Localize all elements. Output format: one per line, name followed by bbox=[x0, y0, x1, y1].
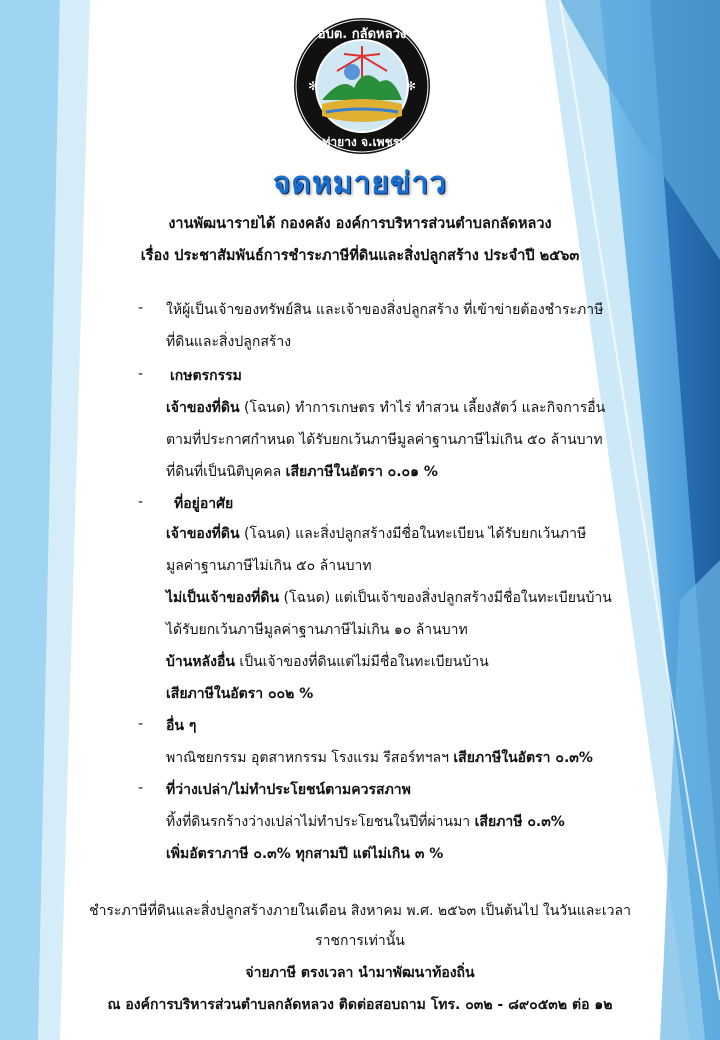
res-line-1 bbox=[166, 524, 586, 544]
subtitle-subject: เรื่อง ประชาสัมพันธ์การชำระภาษีที่ดินและสิ่งปลูกสร้าง ประจำปี ๒๕๖๓ bbox=[140, 248, 580, 264]
agri-line-1 bbox=[166, 398, 605, 418]
bullet-dash: - bbox=[138, 780, 144, 796]
intro-line-1: ให้ผู้เป็นเจ้าของทรัพย์สิน และเจ้าของสิ่งปลูกสร้าง ที่เข้าข่ายต้องชำระภาษี bbox=[166, 302, 604, 318]
res-other-rest: เป็นเจ้าของที่ดินแต่ไม่มีชื่อในทะเบียนบ้าน bbox=[234, 654, 489, 670]
logo-bottom-text: อ.ท่ายาง จ.เพชรบุรี bbox=[310, 135, 414, 149]
res-line-5 bbox=[166, 652, 489, 672]
footer-line-1: ชำระภาษีที่ดินและสิ่งปลูกสร้างภายในเดือน สิงหาคม พ.ศ. ๒๕๖๓ เป็นต้นไป ในวันและเวลา bbox=[89, 903, 631, 919]
agri-line-3 bbox=[166, 462, 438, 482]
agri-line3-plain: ที่ดินที่เป็นนิติบุคคล bbox=[166, 464, 286, 480]
res-owner-bold: เจ้าของที่ดิน bbox=[166, 526, 240, 542]
bullet-dash: - bbox=[138, 716, 144, 732]
vacant-line-1 bbox=[166, 812, 565, 832]
res-nonowner-rest: (โฉนด) แต่เป็นเจ้าของสิ่งปลูกสร้างมีชื่อในทะเบียนบ้าน bbox=[279, 590, 612, 606]
res-line-3 bbox=[166, 588, 612, 608]
footer-contact: ณ องค์การบริหารส่วนตำบลกลัดหลวง ติดต่อสอบถาม โทร. ๐๓๒ - ๘๙๐๕๓๒ ต่อ ๑๒ bbox=[107, 997, 613, 1013]
page-title: จดหมายข่าว bbox=[272, 166, 448, 201]
emblem-logo bbox=[292, 16, 432, 156]
subtitle-department: งานพัฒนารายได้ กองคลัง องค์การบริหารส่วนตำบลกลัดหลวง bbox=[168, 216, 552, 232]
res-heading: ที่อยู่อาศัย bbox=[174, 496, 234, 512]
bullet-dash: - bbox=[138, 366, 144, 382]
bullet-dash: - bbox=[138, 494, 144, 510]
logo-star-left-icon: ✻ bbox=[308, 79, 319, 93]
intro-line-2: ที่ดินและสิ่งปลูกสร้าง bbox=[166, 334, 292, 350]
agri-owner-bold: เจ้าของที่ดิน bbox=[166, 400, 240, 416]
res-owner-rest: (โฉนด) และสิ่งปลูกสร้างมีชื่อในทะเบียน ได้รับยกเว้นภาษี bbox=[239, 526, 587, 542]
footer-slogan: จ่ายภาษี ตรงเวลา นำมาพัฒนาท้องถิ่น bbox=[245, 965, 475, 981]
vacant-line-3: เพิ่มอัตราภาษี ๐.๓% ทุกสามปี แต่ไม่เกิน ๓ % bbox=[166, 846, 444, 862]
res-line-2: มูลค่าฐานภาษีไม่เกิน ๕๐ ล้านบาท bbox=[166, 558, 372, 574]
logo-star-right-icon: ✻ bbox=[406, 79, 417, 93]
footer-line-2: ราชการเท่านั้น bbox=[315, 933, 405, 949]
bullet-dash: - bbox=[138, 300, 144, 316]
res-rate: เสียภาษีในอัตรา ๐๐๒ % bbox=[166, 686, 314, 702]
res-nonowner-bold: ไม่เป็นเจ้าของที่ดิน bbox=[166, 590, 280, 606]
vacant-plain: ทิ้งที่ดินรกร้างว่างเปล่าไม่ทำประโยชนในปีที่ผ่านมา bbox=[166, 814, 475, 830]
agri-rate: เสียภาษีในอัตรา ๐.๐๑ % bbox=[285, 464, 438, 480]
vacant-rate: เสียภาษี ๐.๓% bbox=[474, 814, 565, 830]
other-plain: พาณิชยกรรม อุตสาหกรรม โรงแรม รีสอร์ทฯลฯ bbox=[166, 750, 454, 766]
logo-top-text: อบต. กลัดหลวง bbox=[317, 27, 407, 42]
agri-line-2: ตามที่ประกาศกำหนด ได้รับยกเว้นภาษีมูลค่าฐานภาษีไม่เกิน ๕๐ ล้านบาท bbox=[166, 432, 603, 448]
res-line-4: ได้รับยกเว้นภาษีมูลค่าฐานภาษีไม่เกิน ๑๐ ล้านบาท bbox=[166, 622, 468, 638]
other-rate: เสียภาษีในอัตรา ๐.๓% bbox=[453, 750, 593, 766]
other-line bbox=[166, 748, 593, 768]
agri-owner-rest: (โฉนด) ทำการเกษตร ทำไร่ ทำสวน เลี้ยงสัตว์ และกิจการอื่น bbox=[239, 400, 606, 416]
vacant-heading: ที่ว่างเปล่า/ไม่ทำประโยชน์ตามควรสภาพ bbox=[166, 782, 411, 798]
agri-heading: เกษตรกรรม bbox=[170, 368, 242, 384]
res-other-bold: บ้านหลังอื่น bbox=[166, 654, 235, 670]
other-heading: อื่น ๆ bbox=[166, 718, 197, 734]
